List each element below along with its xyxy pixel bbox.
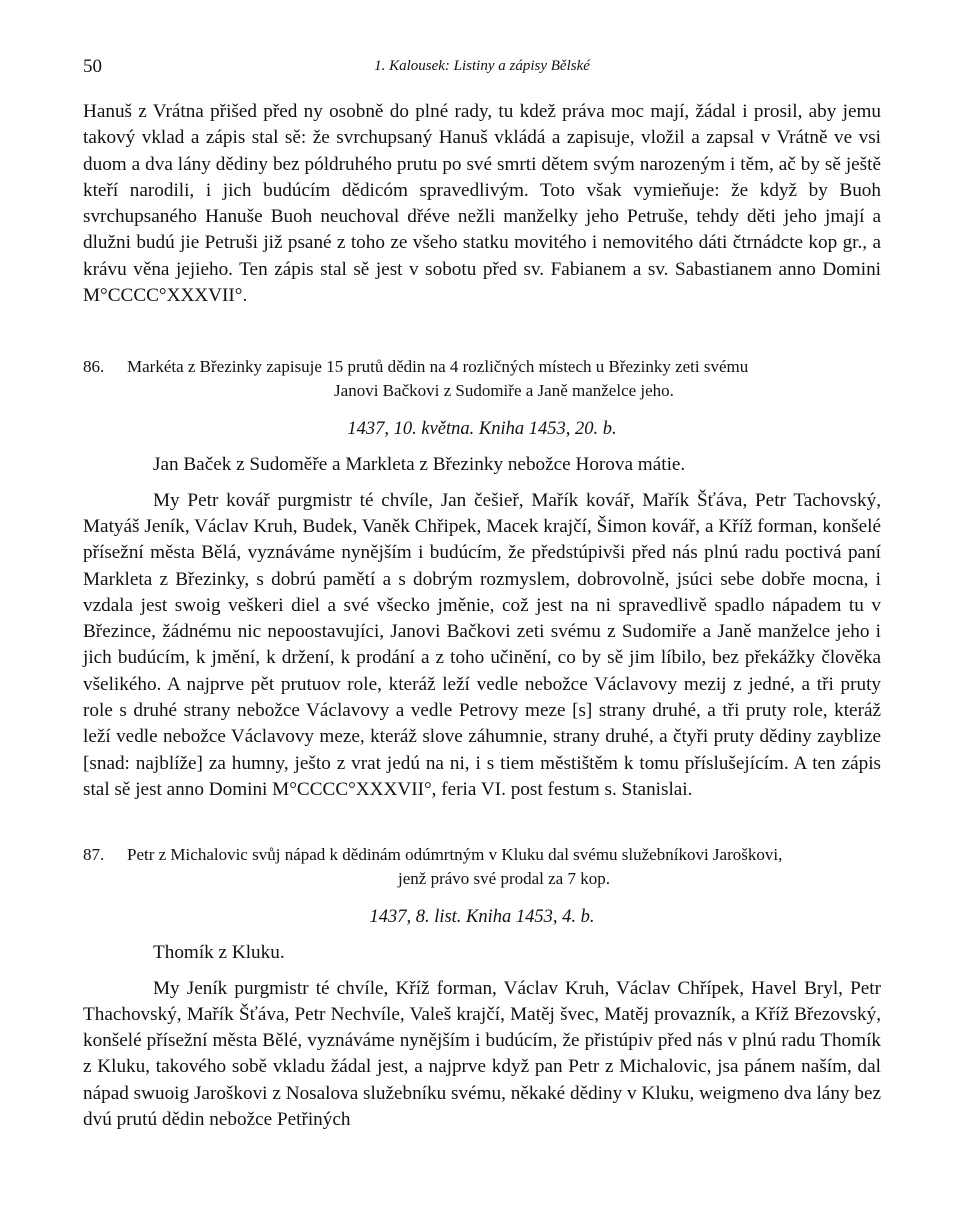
entry-heading-line2: Janovi Bačkovi z Sudomiře a Janě manželce jeho. [334, 381, 674, 401]
entry-grantor: Thomík z Kluku. [153, 942, 285, 964]
opening-paragraph: Hanuš z Vrátna přišed před ny osobně do plné rady, tu kdež práva moc mají, žádal i prosil, aby jemu takový vklad a zápis stal sě: že svrchupsaný Hanuš vkládá a zapisuje, vložil a zapsal v Vrátně ve vsi duom a dva lány dědiny bez póldruhého prutu po své smrti dětem svým narozeným i těm, ač by sě ještě kteří narodili, i jich budúcím dědicóm spravedlivým. Toto však vymieňuje: že když by Buoh svrchupsaného Hanuše Buoh neuchoval dřéve nežli manželky jeho Petruše, tehdy děti jeho jmají a dlužni budú jie Petruši již psané z toho ze všeho statku movitého i nemovitého dáti čtrnádcte kop gr., a krávu věna jejieho. Ten zápis stal sě jest v sobotu před sv. Fabianem a sv. Sabastianem anno Domini M°CCCC°XXXVII°. [83, 101, 881, 307]
entry-grantor: Jan Baček z Sudoměře a Markleta z Březinky nebožce Horova mátie. [153, 454, 686, 476]
entry-number: 87. [83, 845, 105, 865]
page-header [83, 52, 881, 86]
entry-87 [83, 843, 881, 1133]
entry-number: 86. [83, 357, 105, 377]
entry-date: 1437, 10. května. Kniha 1453, 20. b. [347, 419, 617, 440]
entry-body: My Petr kovář purgmistr té chvíle, Jan češieř, Mařík kovář, Mařík Šťáva, Petr Tachovský, Matyáš Jeník, Václav Kruh, Budek, Vaněk Chřipek, Macek krajčí, Šimon kovář, a Kříž forman, konšelé přísežní města Bělá, vyznáváme nynějším i budúcím, že předstúpivši před nás plnú radu poctivá paní Markleta z Březinky, s dobrú pamětí a s dobrým rozmyslem, dobrovolně, jsúci sebe dobře mocna, i vzdala jest swoig veškeri diel a své všecko jměnie, což jest na ni spravedlivě spadlo nápadem tu v Březince, žádnému nic nepoostavujíci, Janovi Bačkovi zeti svému z Sudomiře a Janě manželce jeho i jich budúcím, k jmění, k držení, k prodání a z toho učinění, co by sě jim líbilo, bez překážky člověka všelikého. A najprve pět prutuov role, kteráž leží vedle nebožce Václavovy mezij z jedné, a tři pruty role s druhé strany nebožce Václavovy a vedle Petrovy meze [s] strany druhé, a tři pruty role, kteráž leží vedle nebožce Václavovy meze, kteráž slove záhumnie, strany druhé, a čtyři pruty dědiny zayblize [snad: najblíže] za humny, ješto z vrat jedú na ni, i s tiem městištěm k tomu příslušejícím. A ten zápis stal sě jest anno Domini M°CCCC°XXXVII°, feria VI. post festum s. Stanislai. [83, 489, 881, 800]
entry-heading [83, 355, 881, 403]
entry-heading-line1: Petr z Michalovic svůj nápad k dědinám odúmrtným v Kluku dal svému služebníkovi Jaroškovi, [127, 845, 783, 865]
running-title: 1. Kalousek: Listiny a zápisy Bělské [374, 58, 590, 74]
document-page [83, 52, 881, 1133]
page-number: 50 [83, 56, 102, 77]
entry-body: My Jeník purgmistr té chvíle, Kříž forman, Václav Kruh, Václav Chřípek, Havel Bryl, Petr Thachovský, Mařík Šťáva, Petr Nechvíle, Valeš krajčí, Matěj švec, Matěj provazník, a Kříž Březovský, konšelé přísežní města Bělé, vyznáváme nynějším i budúcím, že přistúpiv před nás v plnú radu Thomík z Kluku, takového sobě vkladu žádal jest, a najprve když pan Petr z Michalovic, jsa pánem naším, dal nápad swuoig Jaroškovi z Nosalova služebníku svému, někaké dědiny v Kluku, weigmeno dva lány bez dvú prutú dědin nebožce Petřiných [83, 977, 881, 1131]
entry-heading-line2: jenž právo své prodal za 7 kop. [398, 869, 610, 889]
entry-86 [83, 355, 881, 803]
entry-heading-line1: Markéta z Březinky zapisuje 15 prutů dědin na 4 rozličných místech u Březinky zeti svému [127, 357, 749, 377]
entry-heading [83, 843, 881, 891]
entry-date: 1437, 8. list. Kniha 1453, 4. b. [369, 907, 595, 928]
